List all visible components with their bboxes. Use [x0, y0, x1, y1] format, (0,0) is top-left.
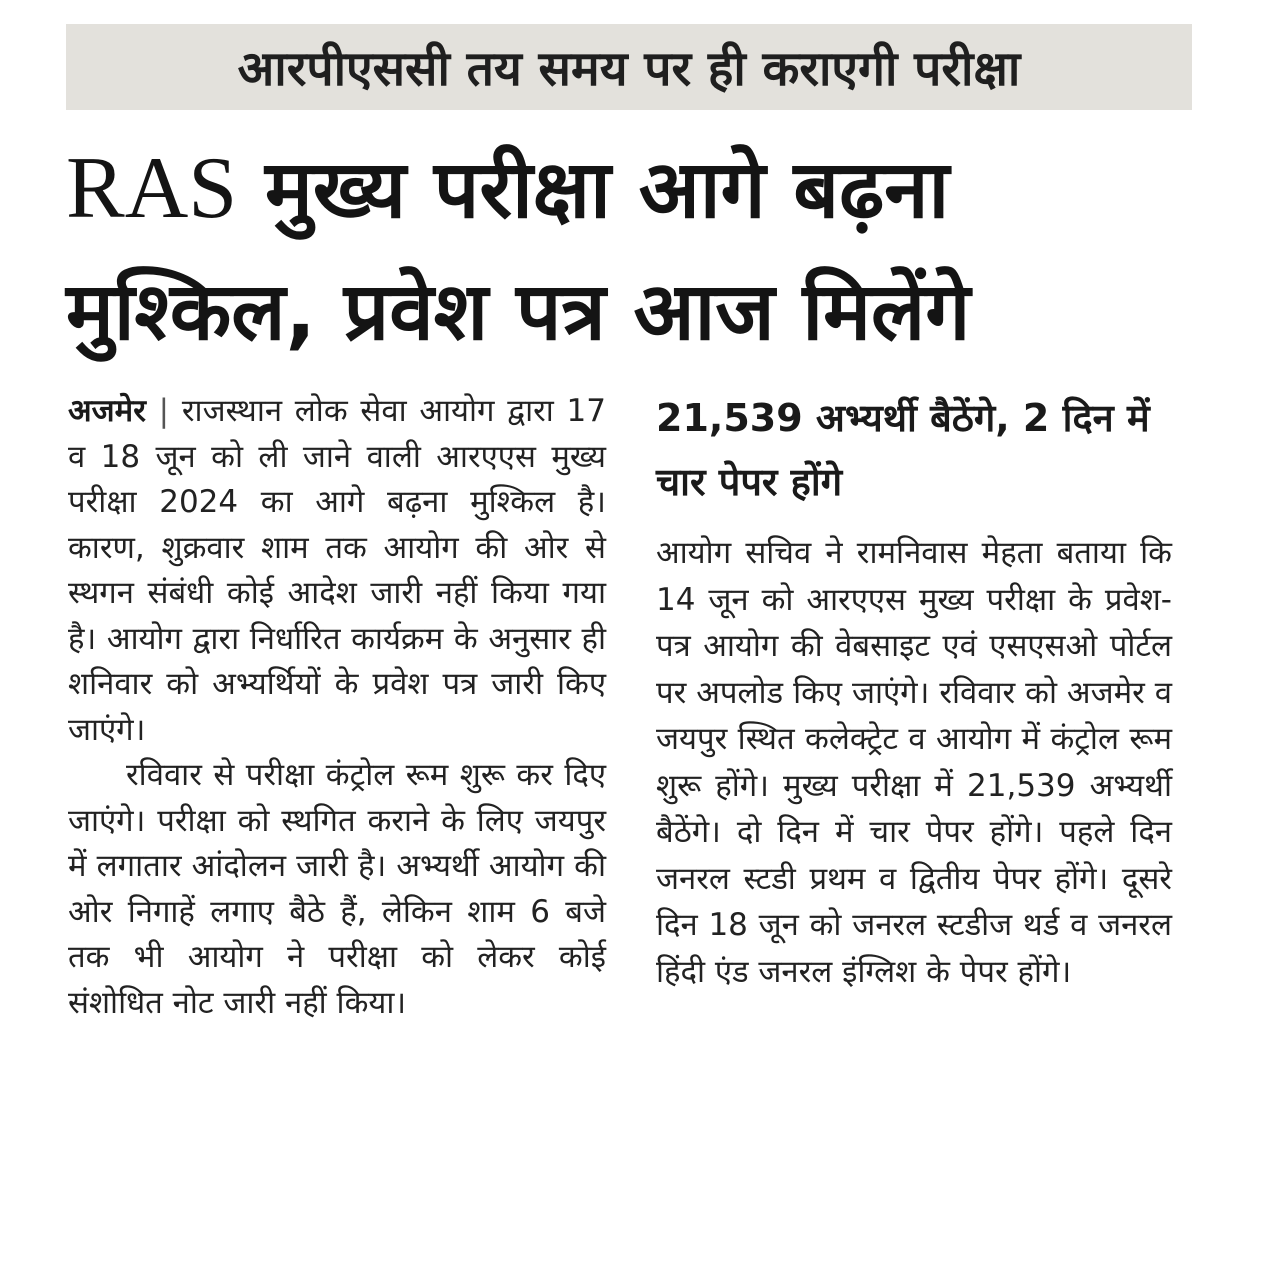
article-paragraph-2: रविवार से परीक्षा कंट्रोल रूम शुरू कर दिए जाएंगे। परीक्षा को स्थगित कराने के लिए जयपुर में लगातार आंदोलन जारी है। अभ्यर्थी आयोग की ओर निगाहें लगाए बैठे हैं, लेकिन शाम 6 बजे तक भी आयोग ने परीक्षा को लेकर कोई संशोधित नोट जारी नहीं किया।: [68, 757, 606, 1021]
dateline-separator: |: [158, 393, 170, 429]
subheadline: 21,539 अभ्यर्थी बैठेंगे, 2 दिन में चार पेपर होंगे: [656, 396, 1150, 504]
article-paragraph-1: [68, 389, 606, 753]
headline-line-1: [66, 128, 1206, 251]
paragraph-1-text: राजस्थान लोक सेवा आयोग द्वारा 17 व 18 जून को ली जाने वाली आरएएस मुख्य परीक्षा 2024 का आगे बढ़ना मुश्किल है। कारण, शुक्रवार शाम तक आयोग की ओर से स्थगन संबंधी कोई आदेश जारी नहीं किया गया है। आयोग द्वारा निर्धारित कार्यक्रम के अनुसार ही शनिवार को अभ्यर्थियों के प्रवेश पत्र जारी किए जाएंगे।: [68, 393, 606, 748]
article-paragraph-3: आयोग सचिव ने रामनिवास मेहता बताया कि 14 जून को आरएएस मुख्य परीक्षा के प्रवेश-पत्र आयोग की वेबसाइट एवं एसएसओ पोर्टल पर अपलोड किए जाएंगे। रविवार को अजमेर व जयपुर स्थित कलेक्ट्रेट व आयोग में कंट्रोल रूम शुरू होंगे। मुख्य परीक्षा में 21,539 अभ्यर्थी बैठेंगे। दो दिन में चार पेपर होंगे। पहले दिन जनरल स्टडी प्रथम व द्वितीय पेपर होंगे। दूसरे दिन 18 जून को जनरल स्टडीज थर्ड व जनरल हिंदी एंड जनरल इंग्लिश के पेपर होंगे।: [656, 535, 1172, 990]
kicker-banner: [66, 24, 1192, 110]
headline-line-1-text: मुख्य परीक्षा आगे बढ़ना: [237, 143, 950, 236]
kicker-text: आरपीएससी तय समय पर ही कराएगी परीक्षा: [237, 40, 1021, 97]
article-left-column: [68, 389, 606, 1026]
dateline: अजमेर: [68, 393, 146, 429]
headline-line-2: मुश्किल, प्रवेश पत्र आज मिलेंगे: [66, 265, 971, 358]
headline-acronym: RAS: [66, 140, 238, 237]
headline: [66, 128, 1206, 373]
article-right-column: [656, 530, 1172, 995]
